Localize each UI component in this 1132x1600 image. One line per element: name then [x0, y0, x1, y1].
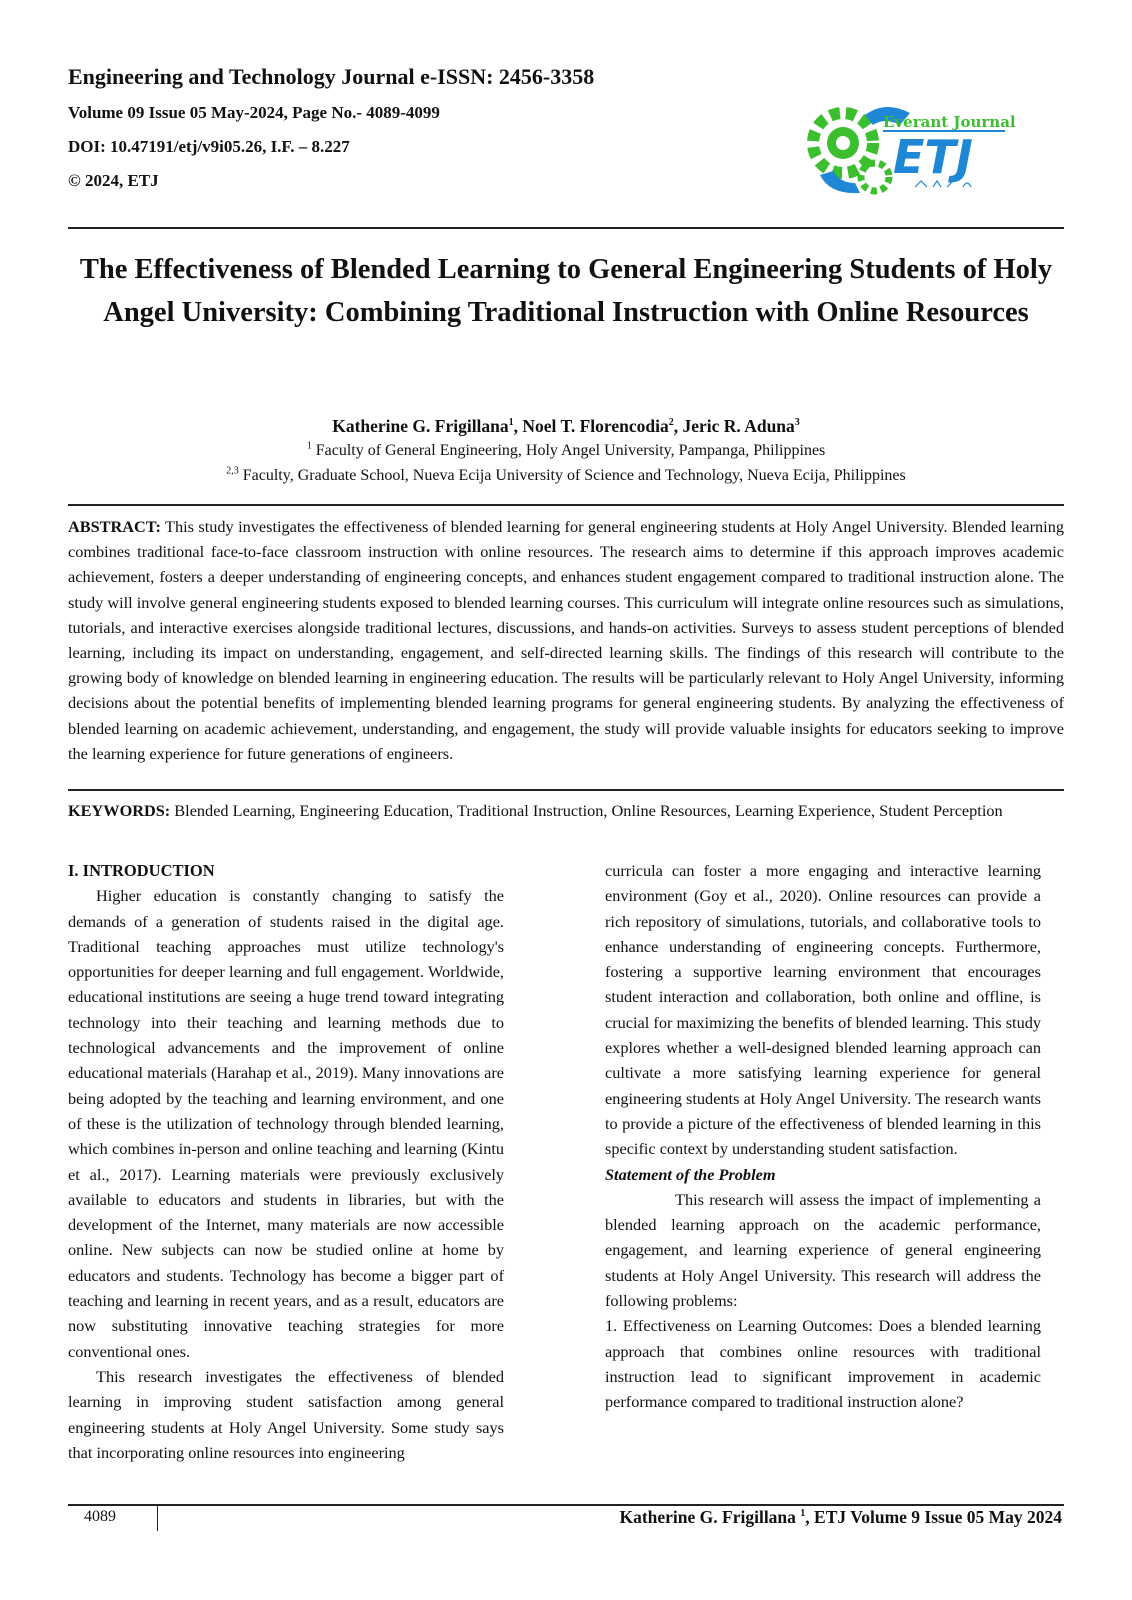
journal-title: Engineering and Technology Journal e-ISSN: 2456-3358 [68, 64, 595, 89]
journal-volume: Volume 09 Issue 05 May-2024, Page No.- 4089-4099 [68, 103, 440, 122]
abstract-bottom-rule [68, 789, 1064, 791]
left-column [68, 858, 504, 1465]
intro-paragraph-2: This research investigates the effectiveness of blended learning in improving student satisfaction among general engineering students at Holy Angel University. Some study says that incorporating online resources into engineering [68, 1366, 504, 1462]
abstract-top-rule [68, 504, 1064, 506]
keywords-label: KEYWORDS: [68, 801, 171, 820]
journal-doi: DOI: 10.47191/etj/v9i05.26, I.F. – 8.227 [68, 137, 350, 156]
abstract [68, 514, 1064, 766]
problem-item-1: 1. Effectiveness on Learning Outcomes: Does a blended learning approach that combines online resources with traditional instruction lead to significant improvement in academic performance compared to traditional instruction alone? [605, 1316, 1041, 1412]
footer-divider [157, 1505, 158, 1531]
logo-text-top: Everant Journal [883, 113, 1016, 131]
footer-rule [68, 1504, 1064, 1506]
paper-title: The Effectiveness of Blended Learning to General Engineering Students of Holy Angel University: Combining Traditional Instruction with Online Resources [79, 254, 1053, 328]
page-number: 4089 [84, 1508, 116, 1525]
subsection-heading-problem: Statement of the Problem [605, 1164, 776, 1184]
abstract-label: ABSTRACT: [68, 517, 161, 536]
affiliation-2: $^{2,3}$ Faculty, Graduate School, Nueva Ecija University of Science and Technology, Nueva Ecija, Philippines [226, 465, 906, 484]
author-list: Katherine G. Frigillana$^1$, Noel T. Florencodia$^2$, Jeric R. Aduna$^3$ [332, 416, 800, 436]
author: Jeric R. Aduna [682, 416, 795, 436]
running-footer: Katherine G. Frigillana $^1$, ETJ Volume 9 Issue 05 May 2024 [619, 1507, 1062, 1527]
section-heading-introduction: I. INTRODUCTION [68, 861, 215, 880]
affiliation-1: $^1$ Faculty of General Engineering, Holy Angel University, Pampanga, Philippines [306, 440, 826, 459]
journal-header [68, 64, 594, 205]
intro-paragraph-3: curricula can foster a more engaging and interactive learning environment (Goy et al., 2020). Online resources can provide a rich repository of simulations, tutorials, and collaborative tools to enhance understanding of engineering concepts. Furthermore, fostering a supportive learning environment that encourages student interaction and collaboration, both online and offline, is crucial for maximizing the benefits of blended learning. This study explores whether a well-designed blended learning approach can cultivate a more satisfying learning experience for general engineering students at Holy Angel University. The research wants to provide a picture of the effectiveness of blended learning in this specific context by understanding student satisfaction. [605, 861, 1041, 1159]
right-column [605, 858, 1041, 1415]
keywords [68, 798, 1064, 823]
abstract-text: This study investigates the effectiveness of blended learning for general engineering students at Holy Angel University. Blended learning combines traditional face-to-face classroom instruction with online resources. The research aims to determine if this approach improves academic achievement, fosters a deeper understanding of engineering concepts, and enhances student engagement compared to traditional instruction alone. The study will involve general engineering students exposed to blended learning courses. This curriculum will integrate online resources such as simulations, tutorials, and interactive exercises alongside traditional lectures, discussions, and hands-on activities. Surveys to assess student perceptions of blended learning, including its impact on understanding, engagement, and self-directed learning skills. The findings of this research will contribute to the growing body of knowledge on blended learning in engineering education. The results will be particularly relevant to Holy Angel University, informing decisions about the potential benefits of implementing blended learning programs for general engineering students. By analyzing the effectiveness of blended learning on academic achievement, understanding, and engagement, the study will provide valuable insights for educators seeking to improve the learning experience for future generations of engineers. [68, 517, 1064, 763]
header-rule [68, 227, 1064, 229]
author: Noel T. Florencodia [522, 416, 669, 436]
intro-paragraph-1: Higher education is constantly changing to satisfy the demands of a generation of students raised in the digital age. Traditional teaching approaches must utilize technology's opportunities for deeper learning and full engagement. Worldwide, educational institutions are seeing a huge trend toward integrating technology into their teaching and learning methods due to technological advancements and the improvement of online educational materials (Harahap et al., 2019). Many innovations are being adopted by the teaching and learning environment, and one of these is the utilization of technology through blended learning, which combines in-person and online teaching and learning (Kintu et al., 2017). Learning materials were previously exclusively available to educators and students in libraries, but with the development of the Internet, many materials are now accessible online. New subjects can now be studied online at home by educators and students. Technology has become a bigger part of teaching and learning in recent years, and as a result, educators are now substituting innovative teaching strategies for more conventional ones. [68, 886, 504, 1361]
author: Katherine G. Frigillana [332, 416, 509, 436]
logo-text-main: ETJ [893, 130, 973, 184]
etj-logo [805, 95, 1020, 203]
journal-copyright: © 2024, ETJ [68, 171, 159, 190]
problem-paragraph: This research will assess the impact of implementing a blended learning approach on the academic performance, engagement, and learning experience of general engineering students at Holy Angel University. This research will address the following problems: [605, 1189, 1041, 1311]
keywords-text: Blended Learning, Engineering Education, Traditional Instruction, Online Resources, Learning Experience, Student Perception [170, 801, 1003, 820]
